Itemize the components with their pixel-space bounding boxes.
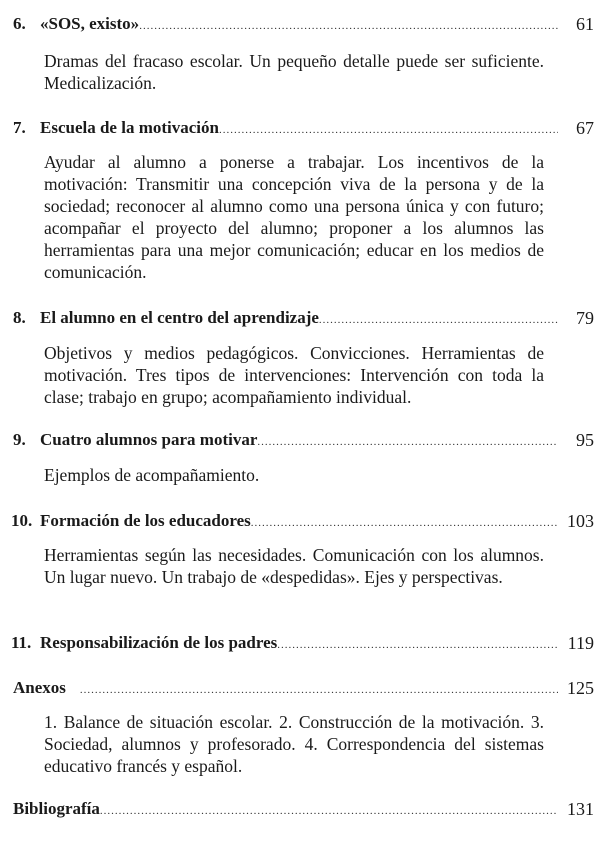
chapter-description: Dramas del fracaso escolar. Un pequeño detalle puede ser suficiente. Medicalización. (44, 51, 544, 93)
page-number: 103 (567, 511, 594, 531)
toc-entry-heading[interactable] (0, 508, 600, 534)
chapter-title: Escuela de la motivación (40, 118, 219, 137)
page-number: 79 (576, 308, 594, 328)
toc-entry-heading[interactable] (0, 305, 600, 331)
page-number: 61 (576, 14, 594, 34)
toc-entry-heading[interactable] (0, 796, 600, 822)
chapter-number: 8. (13, 308, 26, 327)
toc-entry-heading[interactable] (0, 675, 600, 701)
toc-entry-11 (0, 630, 600, 656)
page-number: 95 (576, 430, 594, 450)
chapter-number: 6. (13, 14, 26, 33)
section-title: Anexos (13, 678, 66, 697)
toc-entry-heading[interactable] (0, 11, 600, 37)
page-number: 119 (567, 633, 594, 653)
chapter-title: Responsabilización de los padres (40, 633, 278, 652)
dot-leader (219, 117, 558, 143)
chapter-number: 10. (11, 511, 33, 530)
section-title: Bibliografía (13, 799, 100, 818)
toc-entry-heading[interactable] (0, 630, 600, 656)
toc-entry-heading[interactable] (0, 427, 600, 453)
dot-leader (100, 798, 558, 824)
section-description: 1. Balance de situación escolar. 2. Construcción de la motivación. 3. Sociedad, alumnos y profesorado. 4. Correspondencia del sistemas educativo francés y español. (44, 712, 544, 776)
page-number: 125 (567, 678, 594, 698)
toc-entry-heading[interactable] (0, 115, 600, 141)
chapter-number: 9. (13, 430, 26, 449)
dot-leader (277, 632, 558, 658)
toc-entry-7 (0, 115, 600, 282)
toc-entry-anexos (0, 675, 600, 776)
page-number: 131 (567, 799, 594, 819)
toc-entry-9 (0, 427, 600, 485)
dot-leader (139, 13, 558, 39)
dot-leader (80, 677, 558, 703)
toc-entry-6 (0, 11, 600, 93)
chapter-description: Ayudar al alumno a ponerse a trabajar. Los incentivos de la motivación: Transmitir una concepción viva de la persona y de la sociedad; reconocer al alumno como una persona única y con futuro; acompañar el proyecto del alumno; proponer a los alumnos las herramientas para una mejor comunicación; educar en los medios de comunicación. (44, 152, 544, 282)
toc-entry-bibliografia (0, 796, 600, 822)
toc-entry-8 (0, 305, 600, 407)
dot-leader (319, 307, 558, 333)
chapter-description: Objetivos y medios pedagógicos. Convicciones. Herramientas de motivación. Tres tipos de intervenciones: Intervención con toda la clase; trabajo en grupo; acompañamiento individual. (44, 343, 544, 407)
chapter-title: Formación de los educadores (40, 511, 251, 530)
chapter-description: Ejemplos de acompañamiento. (44, 465, 260, 485)
dot-leader (251, 510, 558, 536)
chapter-number: 11. (11, 633, 32, 652)
chapter-title: El alumno en el centro del aprendizaje (40, 308, 319, 327)
chapter-title: Cuatro alumnos para motivar (40, 430, 258, 449)
page-number: 67 (576, 118, 594, 138)
toc-entry-10 (0, 508, 600, 587)
chapter-description: Herramientas según las necesidades. Comunicación con los alumnos. Un lugar nuevo. Un trabajo de «despedidas». Ejes y perspectivas. (44, 545, 544, 587)
chapter-title: «SOS, existo» (40, 14, 140, 33)
dot-leader (257, 429, 558, 455)
chapter-number: 7. (13, 118, 26, 137)
